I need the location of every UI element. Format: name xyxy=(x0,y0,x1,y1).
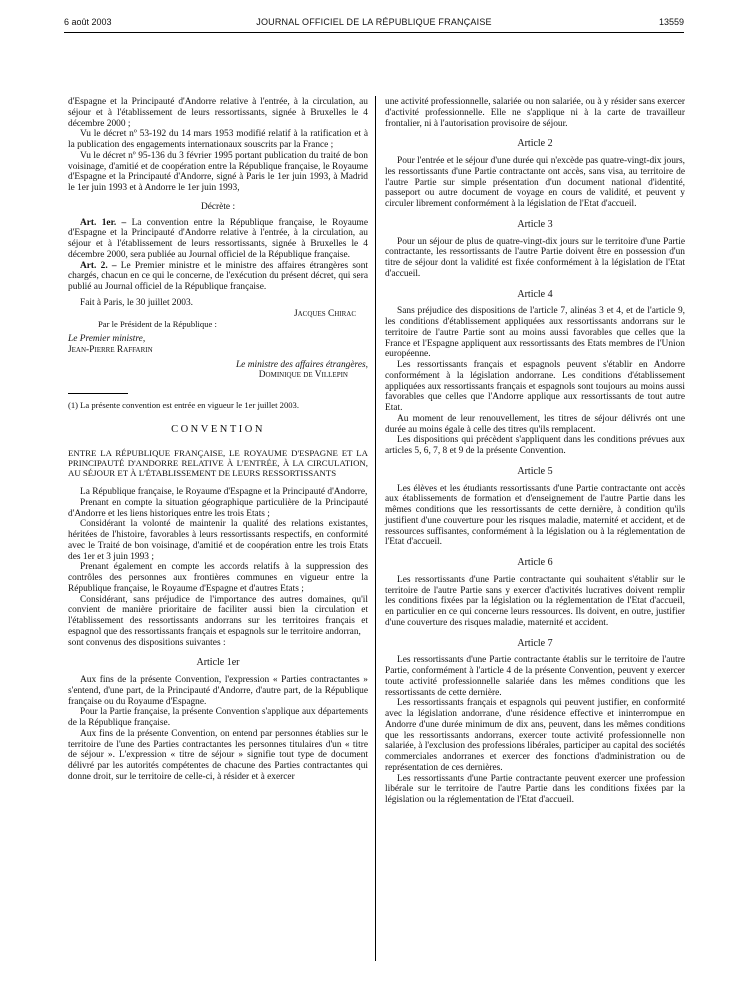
minister-title-text: Le ministre des affaires étrangères, xyxy=(235,359,368,370)
paragraph: Les ressortissants français et espagnols peuvent s'établir en Andorre conformément à la législation andorrane. Les conditions d'établissement appliquées aux ressortissants français et espagnols sont toujours au moins aussi favorables que celles que l'Andorre applique aux ressortissants de tout autre Etat. xyxy=(385,360,685,413)
decrete-heading: Décrète : xyxy=(200,201,236,212)
page-number: 13559 xyxy=(658,17,684,27)
header-rule xyxy=(64,32,684,33)
preamble-paragraph: Prenant également en compte les accords relatifs à la suppression des contrôles des personnes aux frontières communes en vigueur entre la République française, le Royaume d'Espagne et d'autres Etats ; xyxy=(68,562,368,594)
fait-a-paris: Fait à Paris, le 30 juillet 2003. xyxy=(80,297,194,308)
column-divider xyxy=(375,96,376,961)
paragraph: Les élèves et les étudiants ressortissants d'une Partie contractante ont accès aux établissements de formation et d'enseignement de l'autre Partie dans les mêmes conditions que les ressortissants de cette dernière, à condition qu'ils justifient d'une couverture pour les risques maladie, maternité et accident, et de ressources suffisantes, conformément à la législation ou à la réglementation de l'Etat d'accueil. xyxy=(385,483,685,548)
convention-title: CONVENTION xyxy=(171,423,265,435)
paragraph: d'Espagne et la Principauté d'Andorre relative à l'entrée, à la circulation, au séjour et à l'établissement de leurs ressortissants, signée à Bruxelles le 4 décembre 2000 ; xyxy=(68,97,368,129)
preamble-paragraph: Prenant en compte la situation géographique particulière de la Principauté d'Andorre et les liens historiques entre les trois Etats ; xyxy=(68,497,368,519)
header-date: 6 août 2003 xyxy=(64,17,112,27)
art1-text: La convention entre la République française, le Royaume d'Espagne et la Principauté d'Andorre relative à l'entrée, à la circulation, au séjour et à l'établissement de leurs ressortissants, signée à Bruxelles le 4 décembre 2000, sera publiée au Journal officiel de la République française. xyxy=(68,217,368,260)
article-heading: Article 4 xyxy=(517,288,553,300)
paragraph: Pour la Partie française, la présente Convention s'applique aux départements de la République française. xyxy=(68,707,368,729)
preamble-paragraph: Considérant, sans préjudice de l'importance des autres domaines, qu'il convient de manière prioritaire de faciliter aussi bien la circulation et l'établissement des ressortissants andorrans sur les territoires français et espagnol que des ressortissants français et espagnols sur le territoire andorran, xyxy=(68,594,368,637)
paragraph: Les ressortissants d'une Partie contractante qui souhaitent s'établir sur le territoire de l'autre Partie sans y exercer d'activités lucratives doivent remplir les conditions fixées par la législation ou la réglementation de l'Etat d'accueil, en particulier en ce qui concerne leurs ressources. Ils doivent, en outre, justifier d'une couverture des risques maladie, maternité et accident. xyxy=(385,574,685,628)
paragraph: Au moment de leur renouvellement, les titres de séjour délivrés ont une durée au moins égale à celle des titres qu'ils remplacent. xyxy=(385,413,685,435)
right-column xyxy=(385,97,685,806)
footnote: (1) La présente convention est entrée en vigueur le 1er juillet 2003. xyxy=(68,400,299,410)
paragraph: Les ressortissants d'une Partie contractante établis sur le territoire de l'autre Partie, conformément à l'article 4 de la présente Convention, peuvent y exercer toute activité professionnelle salariée dans les mêmes conditions que les ressortissants de cette dernière. xyxy=(385,655,685,698)
minister-title xyxy=(68,360,368,371)
paragraph: Aux fins de la présente Convention, on entend par personnes établies sur le territoire de l'une des Parties contractantes les personnes titulaires d'un « titre de séjour ». L'expression « titre de séjour » signifie tout type de document délivré par les autorités compétentes de chacune des Parties contractantes qui donne droit, sur le territoire de celle-ci, à résider et à exercer xyxy=(68,728,368,782)
signature-president xyxy=(68,309,356,320)
paragraph: Les ressortissants français et espagnols qui peuvent justifier, en conformité avec la législation andorrane, d'une résidence effective et ininterrompue en Andorre d'une durée minimum de dix ans, peuvent, dans les mêmes conditions que les ressortissants andorrans, exercer toute activité professionnelle non salariée, à l'exclusion des professions libérales, participer au capital des sociétés commerciales andorranes et exercer des fonctions d'administration ou de représentation de ces dernières. xyxy=(385,698,686,773)
paragraph: Les dispositions qui précèdent s'appliquent dans les conditions prévues aux articles 5, 6, 7, 8 et 9 de la présente Convention. xyxy=(385,435,685,456)
running-header xyxy=(64,17,684,31)
paragraph: Les ressortissants d'une Partie contractante peuvent exercer une profession libérale sur le territoire de l'autre Partie dans les conditions fixées par la législation ou la réglementation de l'Etat d'accueil. xyxy=(385,773,685,805)
convention-subtitle: ENTRE LA RÉPUBLIQUE FRANÇAISE, LE ROYAUME D'ESPAGNE ET LA PRINCIPAUTÉ D'ANDORRE RELATIVE À L'ENTRÉE, À LA CIRCULATION, AU SÉJOUR ET À L'ÉTABLISSEMENT DE LEURS RESSORTISSANTS xyxy=(68,447,368,478)
paragraph: Vu le décret nº 95-136 du 3 février 1995 portant publication du traité de bon voisinage, d'amitié et de coopération entre la République française, le Royaume d'Espagne et la Principauté d'Andorre, signé à Paris le 1er juin 1993, à Madrid le 1er juin 1993 et à Andorre le 1er juin 1993, xyxy=(68,150,368,193)
preamble-paragraph: La République française, le Royaume d'Espagne et la Principauté d'Andorre, xyxy=(80,487,368,498)
article-heading: Article 3 xyxy=(517,218,553,230)
article-heading: Article 6 xyxy=(517,557,553,568)
paragraph: Sans préjudice des dispositions de l'article 7, alinéas 3 et 4, et de l'article 9, les conditions d'établissement appliquées aux ressortissants andorrans sur le territoire de l'autre Partie sont au moins aussi favorables que celles que la France et l'Espagne appliquent aux ressortissants des Etats membres de l'Union européenne. xyxy=(385,306,685,360)
president-name: Jacques Chirac xyxy=(293,308,356,319)
art2-text: Le Premier ministre et le ministre des affaires étrangères sont chargés, chacun en ce qui le concerne, de l'exécution du présent décret, qui sera publié au Journal officiel de la République française. xyxy=(68,260,368,292)
pm-title-text: Le Premier ministre, xyxy=(68,334,146,344)
paragraph: Pour l'entrée et le séjour d'une durée qui n'excède pas quatre-vingt-dix jours, les ressortissants d'une Partie contractante ont accès, sans visa, au territoire de l'autre Partie sur simple présentation d'un document national d'identité, passeport ou autre document de voyage en cours de validité, et peuvent y circuler librement conformément à la législation de l'Etat d'accueil. xyxy=(385,156,685,209)
preamble-paragraph: Considérant la volonté de maintenir la qualité des relations existantes, héritées de l'histoire, favorables à leurs ressortissants respectifs, en conformité avec le Traité de bon voisinage, d'amitié et de coopération entre les trois Etats des 1er et 3 juin 1993 ; xyxy=(68,519,368,562)
paragraph: Pour un séjour de plus de quatre-vingt-dix jours sur le territoire d'une Partie contractante, les ressortissants de l'autre Partie doivent être en possession d'un titre de séjour dont la validité est fixée conformément à la législation de l'Etat d'accueil. xyxy=(385,236,685,279)
footnote-rule xyxy=(68,393,128,394)
pm-name: Jean-Pierre Raffarin xyxy=(68,344,153,355)
paragraph: Vu le décret nº 53-192 du 14 mars 1953 modifié relatif à la ratification et à la publication des engagements internationaux souscrits par la France ; xyxy=(68,129,368,150)
article-heading: Article 2 xyxy=(517,138,553,150)
minister-name: Dominique de Villepin xyxy=(258,370,348,381)
article-paragraph xyxy=(68,261,368,293)
left-column xyxy=(68,97,368,783)
article-heading: Article 1er xyxy=(196,657,240,669)
preamble-paragraph: sont convenus des dispositions suivantes : xyxy=(68,637,226,648)
par-le-president: Par le Président de la République : xyxy=(98,319,217,330)
pm-title xyxy=(68,334,368,345)
paragraph: Aux fins de la présente Convention, l'expression « Parties contractantes » s'entend, d'une part, de la Principauté d'Andorre, d'autre part, de la République française ou du Royaume d'Espagne. xyxy=(68,675,368,707)
article-paragraph xyxy=(68,218,368,261)
article-heading: Article 7 xyxy=(517,637,553,649)
paragraph: une activité professionnelle, salariée ou non salariée, ou à y résider sans exercer d'activité professionnelle. Elle ne s'applique ni à la carte de travailleur frontalier, ni à l'autorisation provisoire de séjour. xyxy=(385,97,685,129)
art1-label: Art. 1er. – xyxy=(80,217,127,228)
journal-title: JOURNAL OFFICIEL DE LA RÉPUBLIQUE FRANÇAISE xyxy=(256,17,492,27)
article-heading: Article 5 xyxy=(517,465,553,477)
art2-label: Art. 2. – xyxy=(80,260,117,271)
